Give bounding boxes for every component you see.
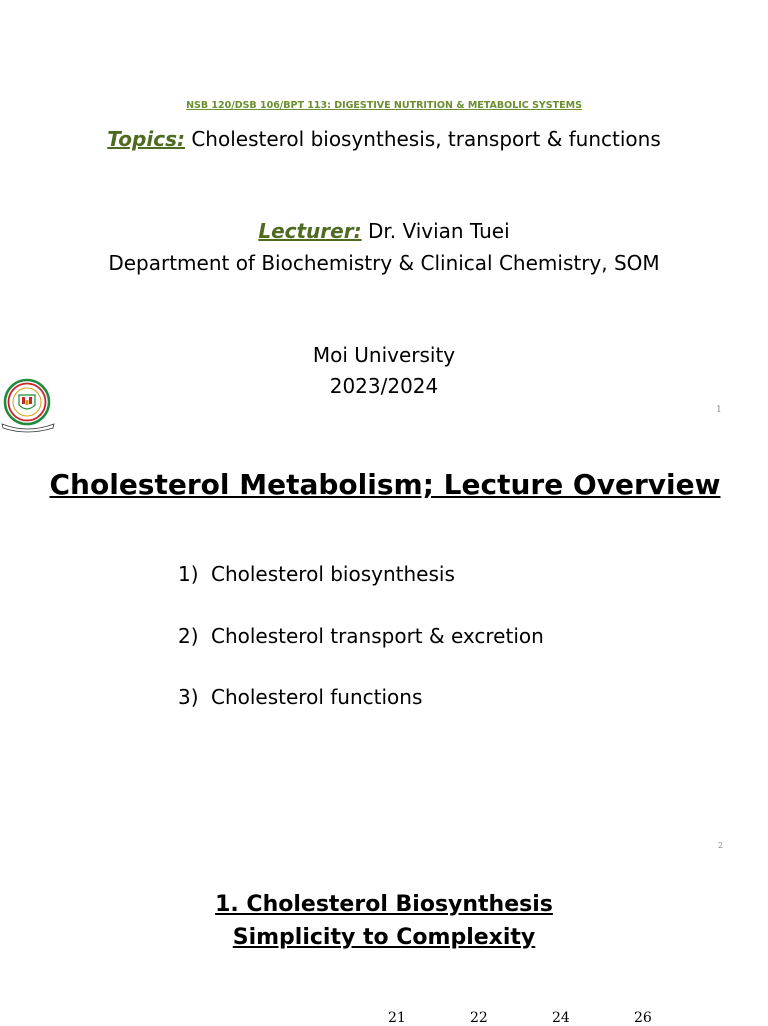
academic-year: 2023/2024 bbox=[329, 374, 439, 398]
structure-number: 26 bbox=[634, 1010, 652, 1026]
section-title-line2: Simplicity to Complexity bbox=[232, 925, 536, 950]
list-item bbox=[178, 685, 422, 709]
lecturer-line bbox=[0, 219, 768, 243]
lecturer-name: Dr. Vivian Tuei bbox=[361, 219, 510, 243]
list-item-text: Cholesterol biosynthesis bbox=[211, 562, 455, 586]
topics-text: Cholesterol biosynthesis, transport & functions bbox=[184, 127, 661, 151]
structure-number: 24 bbox=[552, 1010, 570, 1026]
overview-title: Cholesterol Metabolism; Lecture Overview bbox=[49, 468, 721, 501]
list-item-text: Cholesterol transport & excretion bbox=[211, 624, 544, 648]
structure-number: 22 bbox=[470, 1010, 488, 1026]
list-item bbox=[178, 624, 544, 648]
moi-university-crest-icon bbox=[1, 378, 55, 434]
list-item-number: 1) bbox=[178, 562, 199, 586]
list-item-text: Cholesterol functions bbox=[211, 685, 423, 709]
section-title-line1: 1. Cholesterol Biosynthesis bbox=[215, 892, 553, 917]
topics-label: Topics: bbox=[107, 127, 185, 151]
list-item bbox=[178, 562, 455, 586]
topics-line bbox=[0, 127, 768, 151]
lecturer-label: Lecturer: bbox=[258, 219, 362, 243]
structure-number: 21 bbox=[388, 1010, 406, 1026]
list-item-number: 2) bbox=[178, 624, 199, 648]
department-text: Department of Biochemistry & Clinical Chemistry, SOM bbox=[108, 251, 660, 275]
course-code-header: NSB 120/DSB 106/BPT 113: DIGESTIVE NUTRITION & METABOLIC SYSTEMS bbox=[186, 100, 582, 111]
university-name: Moi University bbox=[312, 343, 456, 367]
slide-number-1: 1 bbox=[716, 405, 722, 415]
slide-number-2: 2 bbox=[718, 841, 724, 850]
list-item-number: 3) bbox=[178, 685, 199, 709]
